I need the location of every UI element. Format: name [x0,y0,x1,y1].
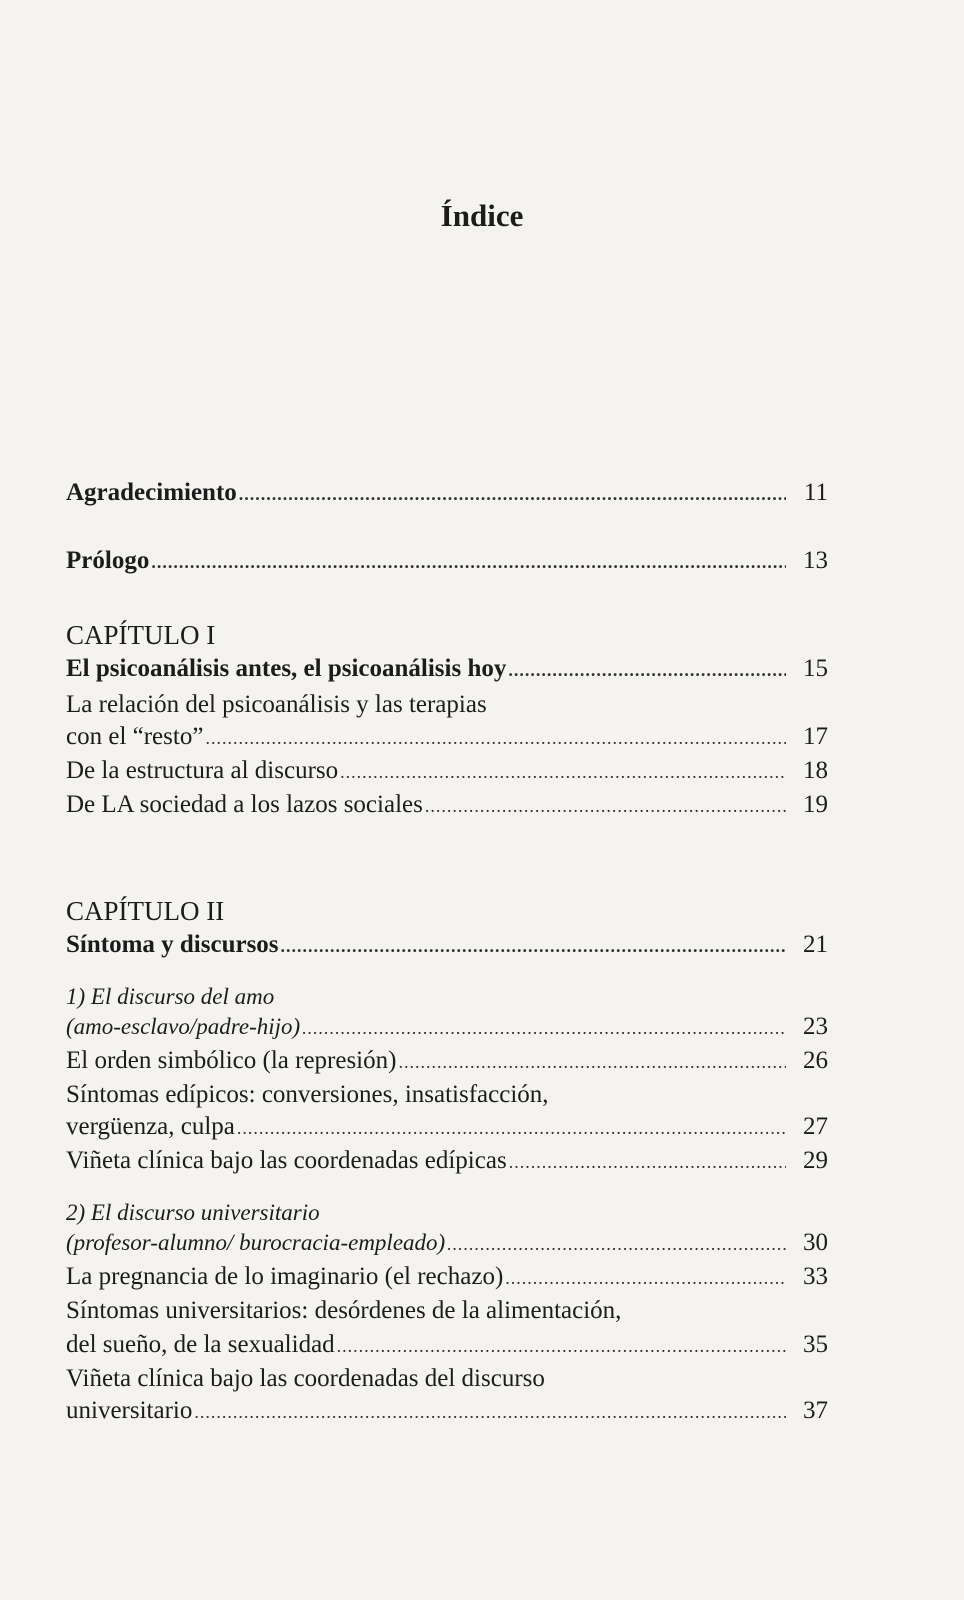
dot-leader [205,722,786,753]
toc-page-number: 11 [803,479,828,506]
toc-page-number: 33 [803,1263,828,1290]
toc-entry-agradecimiento [66,478,828,509]
dot-leader [194,1396,786,1427]
toc-entry-text: del sueño, de la sexualidad [66,1331,335,1358]
chapter-title-entry [66,930,828,961]
toc-page-number: 30 [803,1229,828,1256]
toc-entry-text: La pregnancia de lo imaginario (el rechazo) [66,1263,504,1290]
toc-page-number: 13 [803,547,828,574]
toc-entry-text: El psicoanálisis antes, el psicoanálisis hoy [66,655,507,682]
toc-page-number: 26 [803,1047,828,1074]
toc-entry [66,1262,828,1293]
toc-entry-line: Síntomas universitarios: desórdenes de la alimentación, [66,1297,622,1324]
toc-entry-text: De la estructura al discurso [66,757,339,784]
toc-entry-text: Agradecimiento [66,479,237,506]
toc-entry [66,1046,828,1077]
toc-page-number: 19 [803,791,828,818]
toc-page-number: 27 [803,1113,828,1140]
dot-leader [505,1262,786,1293]
dot-leader [302,1012,786,1043]
dot-leader [337,1330,786,1361]
section-heading-entry [66,1012,828,1043]
toc-entry-text: vergüenza, culpa [66,1113,235,1140]
toc-entry-text: Síntoma y discursos [66,931,279,958]
toc-page-number: 18 [803,757,828,784]
toc-entry-text: De LA sociedad a los lazos sociales [66,791,423,818]
chapter-heading: CAPÍTULO II [66,896,225,926]
dot-leader [151,546,786,577]
dot-leader [509,1146,786,1177]
toc-entry-line: La relación del psicoanálisis y las terapias [66,691,487,718]
toc-entry [66,1330,828,1361]
chapter-heading: CAPÍTULO I [66,620,216,650]
dot-leader [237,1112,786,1143]
chapter-title-entry [66,654,828,685]
toc-entry-text: Viñeta clínica bajo las coordenadas edípicas [66,1147,507,1174]
toc-entry [66,790,828,821]
toc-page-number: 23 [803,1013,828,1040]
dot-leader [281,930,786,961]
toc-entry-line: Síntomas edípicos: conversiones, insatisfacción, [66,1081,549,1108]
dot-leader [398,1046,786,1077]
toc-entry-text: (profesor-alumno/ burocracia-empleado) [66,1230,446,1255]
section-heading: 1) El discurso del amo [66,984,275,1009]
toc-entry [66,1396,828,1427]
toc-entry-line: Viñeta clínica bajo las coordenadas del discurso [66,1365,545,1392]
section-heading: 2) El discurso universitario [66,1200,320,1225]
dot-leader [508,654,786,685]
toc-entry [66,1146,828,1177]
toc-page-number: 29 [803,1147,828,1174]
toc-entry [66,756,828,787]
toc-page-number: 21 [803,931,828,958]
toc-page-number: 17 [803,723,828,750]
page-title: Índice [440,198,524,233]
toc-entry-text: Prólogo [66,547,150,574]
toc-entry-text: universitario [66,1397,193,1424]
dot-leader [239,478,786,509]
dot-leader [425,790,786,821]
toc-entry [66,1112,828,1143]
toc-entry-text: El orden simbólico (la represión) [66,1047,397,1074]
toc-page-number: 15 [803,655,828,682]
dot-leader [340,756,786,787]
toc-page-number: 35 [803,1331,828,1358]
dot-leader [447,1228,786,1259]
toc-page-number: 37 [803,1397,828,1424]
toc-entry-prologo [66,546,828,577]
toc-entry [66,722,828,753]
section-heading-entry [66,1228,828,1259]
toc-entry-text: (amo-esclavo/padre-hijo) [66,1014,301,1039]
toc-entry-text: con el “resto” [66,723,204,750]
